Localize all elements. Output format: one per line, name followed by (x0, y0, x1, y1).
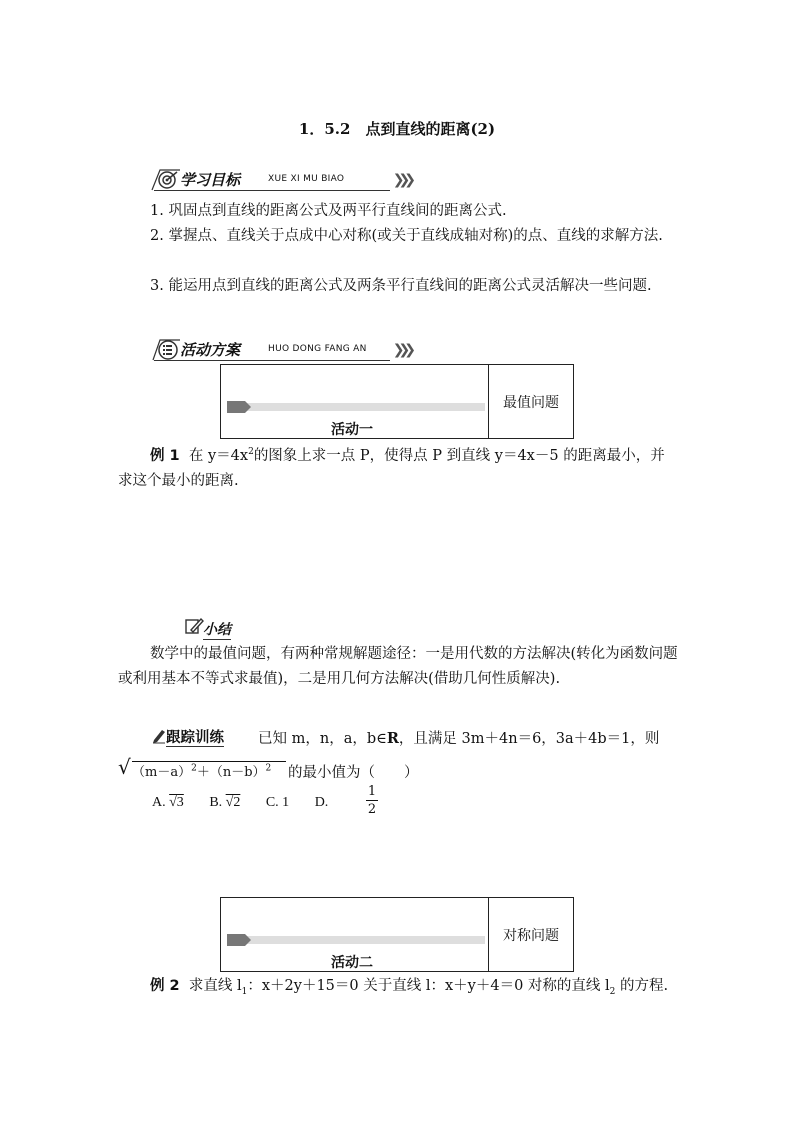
fraction-denominator: 2 (367, 802, 377, 817)
set-symbol: R (386, 730, 399, 747)
progress-bar-track (227, 936, 485, 944)
section-label: 活动方案 (180, 341, 241, 359)
radical-sign: √ (118, 755, 131, 779)
progress-bar-head (227, 401, 245, 413)
progress-bar-head (227, 934, 245, 946)
summary-header (185, 617, 245, 637)
pencil-icon (185, 617, 205, 639)
option-b-label[interactable]: B. (209, 795, 223, 810)
activity-title: 活动一 (331, 422, 373, 438)
example-1 (118, 440, 678, 494)
section-header-activities (150, 336, 410, 362)
activity-box-2 (220, 897, 574, 972)
section-header-goals (150, 166, 410, 192)
practice-question (258, 727, 659, 748)
radical-bar (132, 761, 286, 762)
plus-sign: ＋ (196, 765, 210, 780)
activity-box-1 (220, 364, 574, 439)
activity-topic: 对称问题 (488, 898, 573, 971)
example-text: 的方程. (615, 978, 669, 994)
exponent: 2 (248, 447, 254, 457)
section-underline (154, 190, 390, 191)
list-icon (150, 336, 182, 362)
goal-item: 2. 掌握点、直线关于点成中心对称(或关于直线成轴对称)的点、直线的求解方法. (150, 228, 663, 244)
radicand (132, 761, 271, 780)
page-title: 1．5.2 点到直线的距离(2) (298, 120, 496, 138)
practice-tail: 的最小值为（ ） (288, 765, 419, 781)
exponent: 2 (191, 763, 197, 774)
question-text: 已知 m，n，a，b∈ (258, 731, 387, 747)
section-label: 学习目标 (180, 171, 241, 189)
chevrons-icon: ❯❯❯ (392, 172, 410, 188)
goal-item: 3. 能运用点到直线的距离公式及两条平行直线间的距离公式灵活解决一些问题. (150, 278, 652, 294)
target-icon (150, 166, 182, 192)
example-label: 例 2 (150, 978, 180, 994)
example-2 (118, 974, 678, 1005)
option-a-label[interactable]: A. (152, 795, 166, 810)
subscript: 2 (609, 986, 616, 997)
progress-arrow-icon (245, 401, 251, 413)
example-text: 的图象上求一点 P，使得点 P 到直线 y＝4x－5 的距离最小，并求这个最小的距离. (118, 447, 665, 489)
activity-title: 活动二 (331, 955, 373, 971)
progress-arrow-icon (245, 934, 251, 946)
example-text: 求直线 l (188, 978, 242, 994)
section-underline (154, 360, 390, 361)
summary-label: 小结 (203, 619, 231, 640)
example-text: ：x＋2y＋15＝0 关于直线 l：x＋y＋4＝0 对称的直线 l (247, 978, 610, 994)
option-d-fraction (366, 783, 378, 818)
chevrons-icon: ❯❯❯ (392, 342, 410, 358)
exponent: 2 (265, 763, 272, 774)
activity-topic: 最值问题 (488, 365, 573, 438)
practice-label: 跟踪训练 (166, 730, 224, 746)
progress-bar-track (227, 403, 485, 411)
fraction-numerator: 1 (367, 784, 377, 799)
example-label: 例 1 (150, 447, 180, 464)
summary-text: 数学中的最值问题，有两种常规解题途径：一是用代数的方法解决(转化为函数问题或利用基本不等式求最值)，二是用几何方法解决(借助几何性质解决). (118, 646, 678, 687)
example-text: 在 y＝4x (188, 447, 249, 464)
option-a-value: √3 (169, 795, 184, 810)
option-b-value: √2 (225, 795, 241, 810)
option-c[interactable]: C. 1 (265, 795, 290, 810)
answer-options (152, 795, 328, 811)
subscript: 1 (241, 986, 248, 997)
edit-icon (152, 728, 166, 748)
practice-header (152, 726, 224, 748)
section-pinyin: HUO DONG FANG AN (268, 344, 367, 354)
radicand-b: （n－b） (209, 765, 266, 780)
radicand-a: （m－a） (132, 765, 192, 780)
section-pinyin: XUE XI MU BIAO (268, 174, 345, 184)
option-d-label[interactable]: D. (314, 795, 329, 810)
question-text: ，且满足 3m＋4n＝6，3a＋4b＝1，则 (398, 731, 660, 747)
goal-item: 1. 巩固点到直线的距离公式及两平行直线间的距离公式. (150, 203, 507, 219)
